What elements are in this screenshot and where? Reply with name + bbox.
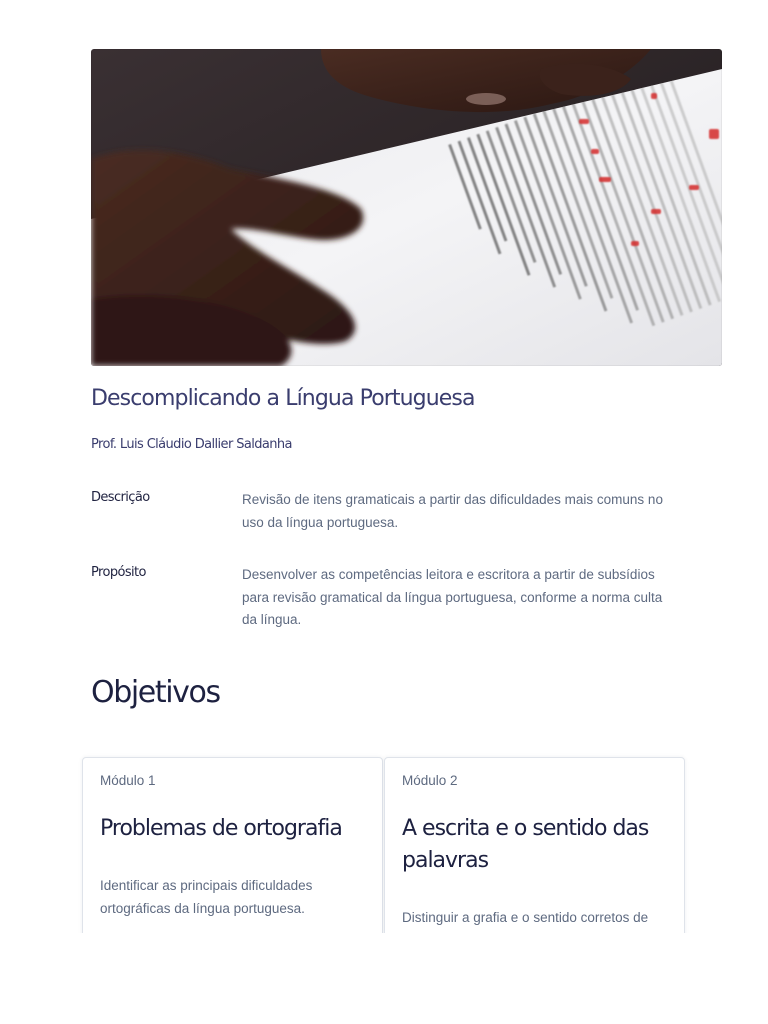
module-label: Módulo 1 — [100, 773, 156, 788]
description-text: Revisão de itens gramaticais a partir das dificuldades mais comuns no uso da língua portuguesa. — [242, 492, 663, 530]
module-title: Problemas de ortografia — [100, 816, 342, 841]
course-title: Descomplicando a Língua Portuguesa — [91, 386, 475, 411]
proofreading-photo-icon — [91, 49, 722, 366]
objectives-heading: Objetivos — [91, 675, 220, 710]
module-title: A escrita e o sentido das palavras — [402, 816, 649, 873]
purpose-text: Desenvolver as competências leitora e escritora a partir de subsídios para revisão gramatical da língua portuguesa, conforme a norma culta da língua. — [242, 567, 663, 627]
purpose-label: Propósito — [91, 565, 146, 580]
module-objective-text: Distinguir a grafia e o sentido corretos de — [402, 910, 649, 925]
module-card-1[interactable] — [82, 757, 383, 933]
description-label: Descrição — [91, 490, 150, 505]
hero-image — [91, 49, 722, 366]
course-author: Prof. Luis Cláudio Dallier Saldanha — [91, 437, 292, 452]
module-objective-text: Identificar as principais dificuldades ortográficas da língua portuguesa. — [100, 878, 313, 916]
module-label: Módulo 2 — [402, 773, 458, 788]
module-card-2[interactable] — [384, 757, 685, 933]
module-cards — [76, 750, 696, 933]
